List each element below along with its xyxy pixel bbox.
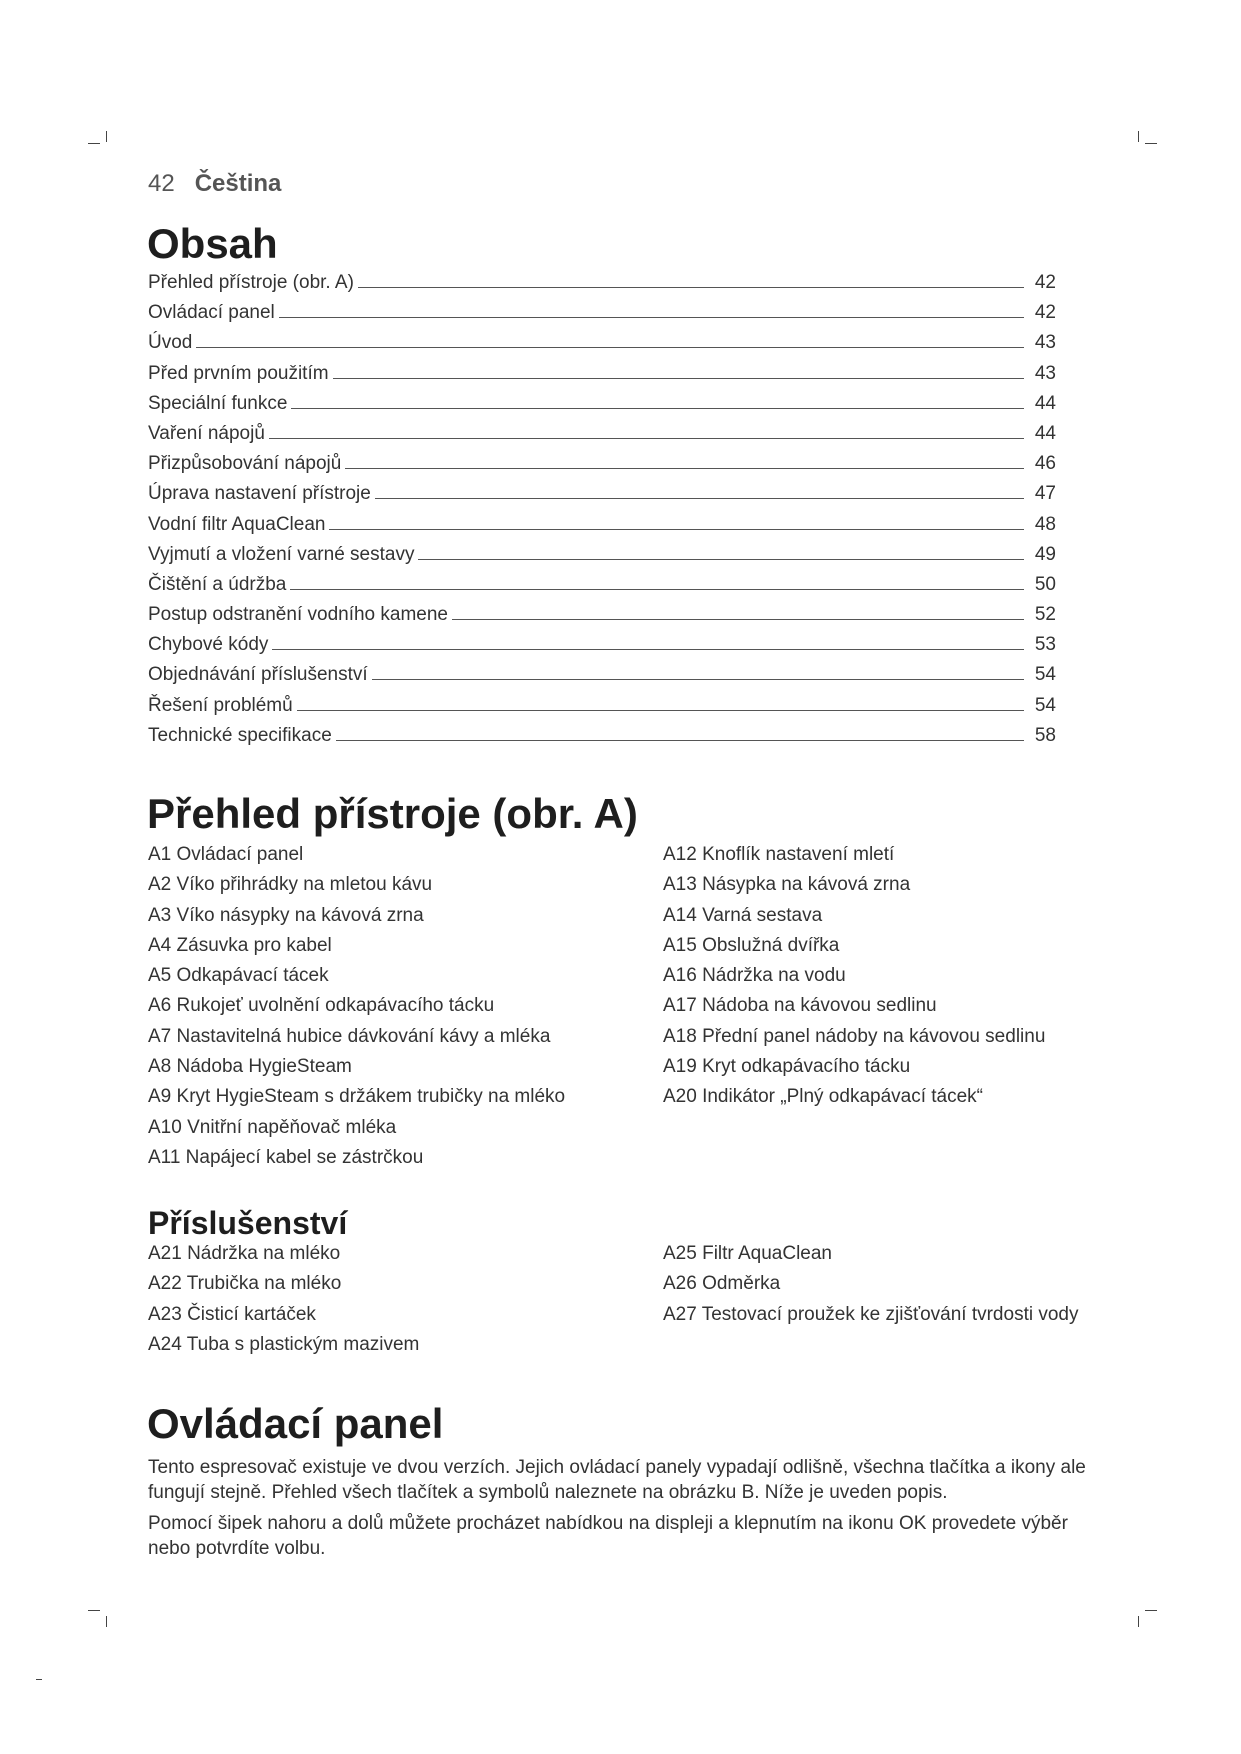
toc-entry-page: 53 (1034, 634, 1056, 656)
toc-entry (148, 544, 1056, 574)
toc-entry-title: Chybové kódy (148, 634, 269, 656)
toc-entry-page: 42 (1034, 272, 1056, 293)
toc-leader-line (291, 407, 1024, 409)
toc-entry-title: Úvod (148, 332, 193, 354)
toc-heading: Obsah (147, 220, 278, 267)
toc-entry-title: Ovládací panel (148, 302, 275, 324)
toc-entry-page: 47 (1034, 483, 1056, 505)
accessories-heading: Příslušenství (148, 1205, 348, 1241)
toc-entry-title: Speciální funkce (148, 392, 288, 414)
toc-entry-title: Objednávání příslušenství (148, 664, 368, 686)
toc-entry-title: Vodní filtr AquaClean (148, 513, 326, 535)
part-list-item: A26 Odměrka (663, 1273, 781, 1295)
toc-leader-line (333, 377, 1024, 379)
part-list-item: A4 Zásuvka pro kabel (148, 934, 332, 956)
part-list-item: A1 Ovládací panel (148, 844, 304, 865)
part-list-item: A22 Trubička na mléko (148, 1273, 342, 1295)
part-list-item: A10 Vnitřní napěňovač mléka (148, 1116, 397, 1138)
toc-entry-title: Přizpůsobování nápojů (148, 453, 342, 475)
part-list-item: A3 Víko násypky na kávová zrna (148, 904, 424, 926)
toc-leader-line (358, 286, 1024, 288)
toc-entry (148, 664, 1056, 694)
toc-entry (148, 332, 1056, 362)
toc-entry-page: 43 (1034, 332, 1056, 354)
toc-entry-page: 44 (1034, 392, 1056, 414)
toc-leader-line (196, 346, 1024, 348)
edge-mark (36, 1679, 42, 1680)
toc-entry-title: Vyjmutí a vložení varné sestavy (148, 543, 415, 565)
toc-leader-line (269, 437, 1024, 439)
part-list-item: A7 Nastavitelná hubice dávkování kávy a mléka (148, 1025, 551, 1047)
toc-leader-line (336, 739, 1024, 741)
toc-entry-page: 58 (1034, 724, 1056, 746)
toc-leader-line (452, 618, 1024, 620)
toc-entry-title: Postup odstranění vodního kamene (148, 604, 448, 626)
toc-entry-page: 49 (1034, 543, 1056, 565)
toc-leader-line (375, 497, 1024, 499)
part-list-item: A5 Odkapávací tácek (148, 965, 329, 987)
toc-entry-page: 48 (1034, 513, 1056, 535)
part-list-item: A6 Rukojeť uvolnění odkapávacího tácku (148, 995, 495, 1017)
part-list-item: A24 Tuba s plastickým mazivem (148, 1333, 420, 1355)
page-number: 42 (148, 170, 175, 197)
toc-entry (148, 453, 1056, 483)
toc-entry (148, 725, 1056, 755)
toc-leader-line (329, 528, 1024, 530)
toc-leader-line (297, 709, 1024, 711)
toc-entry-title: Řešení problémů (148, 694, 293, 716)
toc-entry (148, 363, 1056, 393)
toc-entry-title: Čištění a údržba (148, 573, 287, 595)
part-list-item: A15 Obslužná dvířka (663, 934, 840, 956)
overview-list-left (148, 844, 565, 1177)
toc-leader-line (272, 648, 1024, 650)
toc-leader-line (372, 678, 1024, 680)
toc-entry (148, 272, 1056, 302)
part-list-item: A17 Nádoba na kávovou sedlinu (663, 995, 937, 1017)
toc-leader-line (279, 316, 1024, 318)
toc-entry (148, 574, 1056, 604)
toc-entry-page: 43 (1034, 362, 1056, 384)
toc-entry (148, 695, 1056, 725)
toc-entry-title: Úprava nastavení přístroje (148, 483, 371, 505)
part-list-item: A20 Indikátor „Plný odkapávací tácek“ (663, 1086, 984, 1108)
toc-entry-page: 54 (1034, 664, 1056, 686)
part-list-item: A16 Nádržka na vodu (663, 965, 846, 987)
toc-entry-page: 46 (1034, 453, 1056, 475)
part-list-item: A8 Nádoba HygieSteam (148, 1056, 352, 1078)
overview-heading: Přehled přístroje (obr. A) (147, 790, 638, 837)
toc-leader-line (290, 588, 1024, 590)
toc-entry-page: 54 (1034, 694, 1056, 716)
part-list-item: A27 Testovací proužek ke zjišťování tvrdosti vody (663, 1303, 1079, 1325)
toc-entry-page: 50 (1034, 573, 1056, 595)
control-panel-paragraph-2: Pomocí šipek nahoru a dolů můžete procházet nabídkou na displeji a klepnutím na ikonu OK provedete výběr nebo potvrdíte volbu. (148, 1513, 1068, 1559)
part-list-item: A13 Násypka na kávová zrna (663, 874, 911, 896)
toc-entry-title: Před prvním použitím (148, 362, 329, 384)
accessories-list-left (148, 1243, 419, 1364)
part-list-item: A12 Knoflík nastavení mletí (663, 844, 895, 865)
toc-leader-line (345, 467, 1024, 469)
toc-entry-title: Přehled přístroje (obr. A) (148, 272, 354, 293)
control-panel-paragraph-1: Tento espresovač existuje ve dvou verzích. Jejich ovládací panely vypadají odlišně, všechna tlačítka a ikony ale fungují stejně. Přehled všech tlačítek a symbolů naleznete na obrázku B. Níže je uveden popis. (148, 1457, 1086, 1503)
language-label: Čeština (194, 170, 282, 197)
toc-leader-line (418, 558, 1024, 560)
table-of-contents (148, 272, 1056, 755)
overview-list-right (663, 844, 1045, 1117)
part-list-item: A11 Napájecí kabel se zástrčkou (148, 1146, 424, 1168)
part-list-item: A2 Víko přihrádky na mletou kávu (148, 874, 433, 896)
part-list-item: A14 Varná sestava (663, 904, 823, 926)
part-list-item: A21 Nádržka na mléko (148, 1243, 341, 1264)
control-panel-heading: Ovládací panel (147, 1400, 444, 1447)
part-list-item: A23 Čisticí kartáček (148, 1303, 316, 1325)
toc-entry-page: 44 (1034, 422, 1056, 444)
toc-entry-title: Vaření nápojů (148, 422, 265, 444)
toc-entry (148, 604, 1056, 634)
accessories-list-right (663, 1243, 1078, 1334)
toc-entry (148, 302, 1056, 332)
toc-entry (148, 483, 1056, 513)
toc-entry-page: 42 (1034, 302, 1056, 324)
toc-entry (148, 514, 1056, 544)
toc-entry (148, 634, 1056, 664)
toc-entry (148, 393, 1056, 423)
part-list-item: A19 Kryt odkapávacího tácku (663, 1056, 911, 1078)
part-list-item: A18 Přední panel nádoby na kávovou sedlinu (663, 1025, 1046, 1047)
part-list-item: A25 Filtr AquaClean (663, 1243, 832, 1264)
toc-entry (148, 423, 1056, 453)
toc-entry-title: Technické specifikace (148, 724, 332, 746)
part-list-item: A9 Kryt HygieSteam s držákem trubičky na mléko (148, 1086, 566, 1108)
page-header (148, 170, 281, 198)
toc-entry-page: 52 (1034, 604, 1056, 626)
